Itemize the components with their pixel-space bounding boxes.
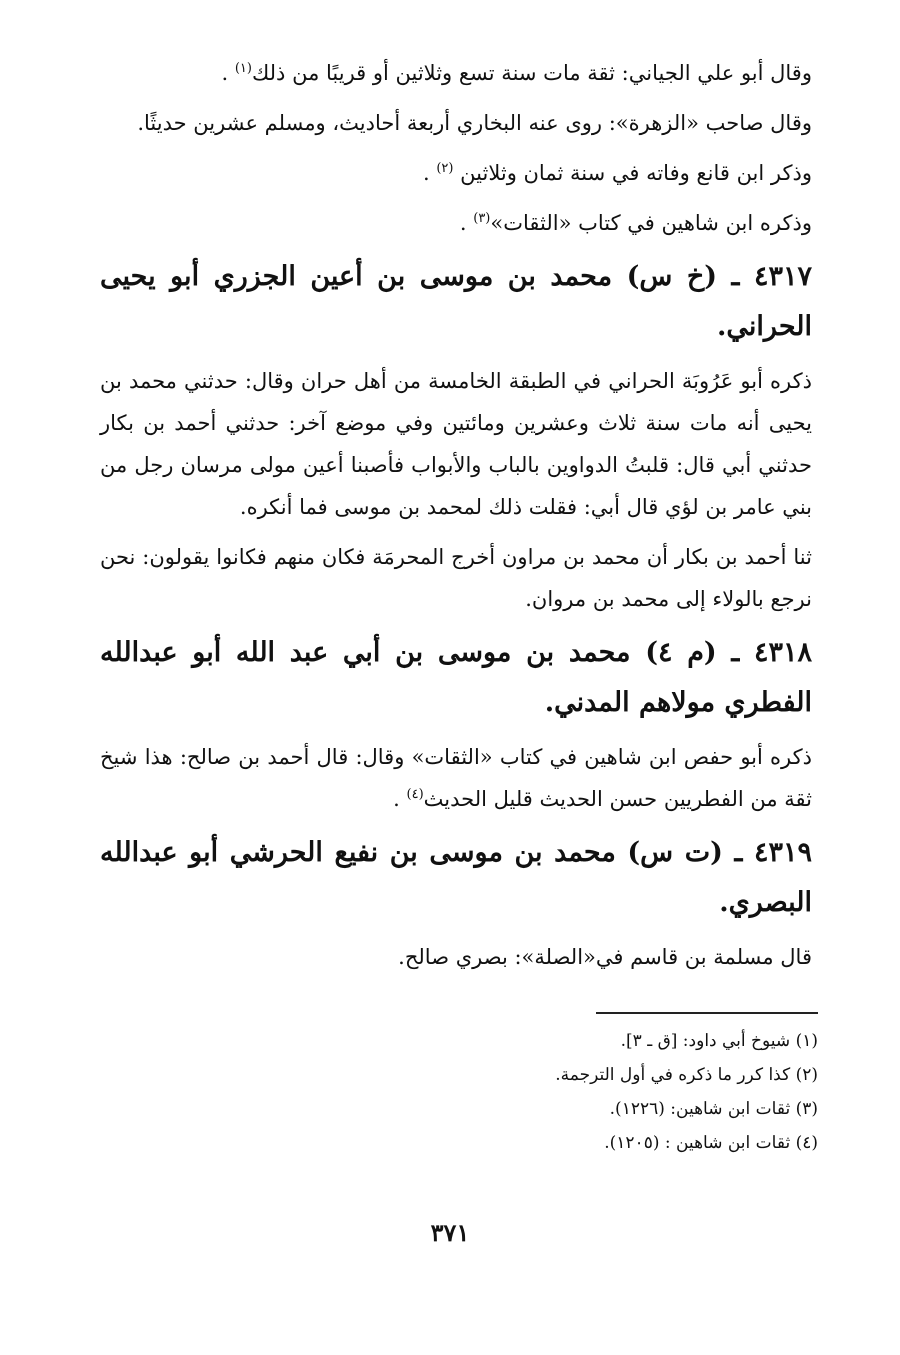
paragraph-zahra: وقال صاحب «الزهرة»: روى عنه البخاري أربعة أحاديث، ومسلم عشرين حديثًا. <box>137 111 812 135</box>
entry-4317-paragraph-1: ذكره أبو عَرُوبَة الحراني في الطبقة الخامسة من أهل حران وقال: حدثني محمد بن يحيى أنه مات سنة ثلاث وعشرين ومائتين وفي موضع آخر: حدثني أحمد بن بكار حدثني أبي قال: قلبتُ الدواوين بالباب والأبواب فأصبنا أعين مولى مرسان رجل من بني عامر بن لؤي قال أبي: فقلت ذلك لمحمد بن موسى فما أنكره. <box>100 369 812 519</box>
paragraph-text: وذكره ابن شاهين في كتاب «الثقات» <box>490 211 812 235</box>
entry-heading-4317: ٤٣١٧ ـ (خ س) محمد بن موسى بن أعين الجزري أبو يحيى الحراني. <box>100 261 812 342</box>
footnote-separator <box>596 1012 818 1014</box>
footnote-ref: (١) <box>234 61 252 76</box>
paragraph-text: وقال أبو علي الجياني: ثقة مات سنة تسع وثلاثين أو قريبًا من ذلك <box>251 61 812 85</box>
entry-heading-4318: ٤٣١٨ ـ (م ٤) محمد بن موسى بن أبي عبد الله أبو عبدالله الفطري مولاهم المدني. <box>100 637 812 718</box>
footnote-2: (٢) كذا كرر ما ذكره في أول الترجمة. <box>555 1065 818 1085</box>
paragraph-text: وذكر ابن قانع وفاته في سنة ثمان وثلاثين <box>460 161 812 185</box>
paragraph-end: . <box>422 161 437 185</box>
footnote-1: (١) شيوخ أبي داود: [ق ـ ٣]. <box>620 1031 818 1051</box>
entry-4318-paragraph <box>100 736 812 820</box>
footnotes <box>100 1024 818 1160</box>
footnote-ref: (٢) <box>436 161 454 176</box>
paragraph-text: ذكره أبو حفص ابن شاهين في كتاب «الثقات» وقال: قال أحمد بن صالح: هذا شيخ ثقة من الفطريين حسن الحديث قليل الحديث <box>100 745 812 811</box>
page-body <box>100 52 812 986</box>
entry-4317-paragraph-2: ثنا أحمد بن بكار أن محمد بن مراون أخرج المحرمَة فكان منهم فكانوا يقولون: نحن نرجع بالولاء إلى محمد بن مروان. <box>100 545 812 611</box>
footnote-ref: (٣) <box>473 211 491 226</box>
paragraph-end: . <box>221 61 235 85</box>
paragraph-end: . <box>393 787 407 811</box>
paragraph-ibn-shahin <box>100 202 812 244</box>
paragraph-ibn-qani <box>100 152 812 194</box>
footnote-4: (٤) ثقات ابن شاهين : (١٢٠٥). <box>604 1133 818 1153</box>
footnote-ref: (٤) <box>406 787 424 802</box>
paragraph-end: . <box>459 211 474 235</box>
entry-4319-paragraph: قال مسلمة بن قاسم في«الصلة»: بصري صالح. <box>398 945 812 969</box>
page-number: ٣٧١ <box>430 1218 470 1247</box>
entry-heading-4319: ٤٣١٩ ـ (ت س) محمد بن موسى بن نفيع الحرشي أبو عبدالله البصري. <box>100 837 812 918</box>
paragraph-jayyani <box>100 52 812 94</box>
footnote-3: (٣) ثقات ابن شاهين: (١٢٢٦). <box>609 1099 818 1119</box>
